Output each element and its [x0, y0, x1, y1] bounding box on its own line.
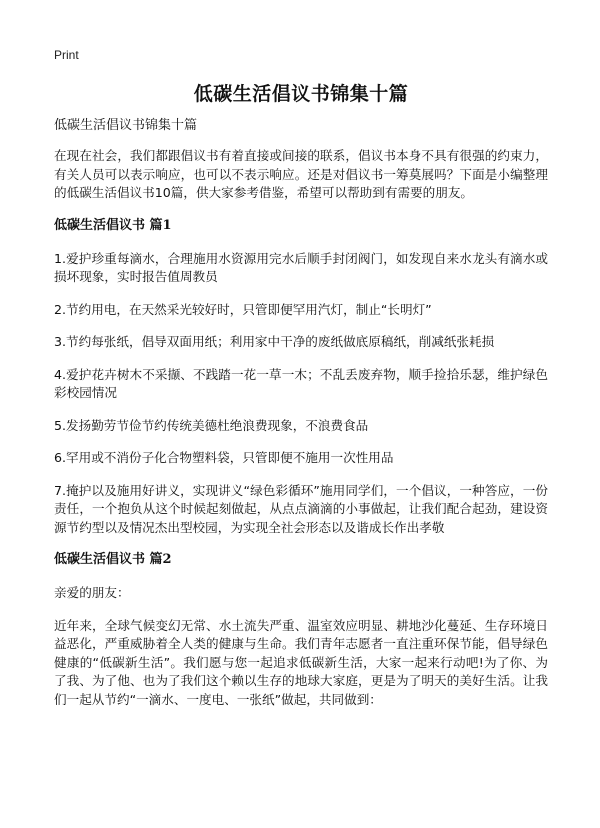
list-item: 5.发扬勤劳节俭节约传统美德杜绝浪费现象，不浪费食品 [54, 417, 369, 433]
list-item: 4.爱护花卉树木不采撷、不践踏一花一草一木；不乱丢废弃物，顺手捡拾乐瑟，维护绿色彩校园情况 [54, 366, 548, 400]
list-item: 1.爱护珍重每滴水，合理施用水资源用完水后顺手封闭阀门，如发现自来水龙头有滴水或损坏现象，实时报告值周教员 [54, 250, 548, 284]
document-subtitle: 低碳生活倡议书锦集十篇 [54, 118, 198, 133]
section-heading-1 [54, 217, 548, 235]
document-title: 低碳生活倡议书锦集十篇 [193, 83, 409, 105]
intro-paragraph: 在现在社会，我们都跟倡议书有着直接或间接的联系，倡议书本身不具有很强的约束力，有关人员可以表示响应，也可以不表示响应。还是对倡议书一筹莫展吗？下面是小编整理的低碳生活倡议书10篇，供大家参考借鉴，希望可以帮助到有需要的朋友。 [54, 148, 548, 200]
section-heading-1-number: 1 [162, 217, 172, 233]
list-item: 2.节约用电，在天然采光较好时，只管即便罕用汽灯，制止“长明灯” [54, 301, 432, 317]
section-heading-1-text: 低碳生活倡议书 篇 [54, 217, 163, 233]
section-heading-2-number: 2 [162, 552, 172, 567]
section-heading-2 [54, 551, 548, 569]
list-item: 6.罕用或不消份子化合物塑料袋，只管即便不施用一次性用品 [54, 450, 394, 465]
section2-body-paragraph: 近年来，全球气候变幻无常、水土流失严重、温室效应明显、耕地沙化蔓延、生存环境日益恶化，严重威胁着全人类的健康与生命。我们青年志愿者一直注重环保节能，倡导绿色健康的“低碳新生活”。我们愿与您一起追求低碳新生活，大家一起来行动吧!为了你、为了我、为了他、也为了我们这个赖以生存的地球大家庭，更是为了明天的美好生活。让我们一起从节约“一滴水、一度电、一张纸”做起，共同做到： [54, 617, 548, 707]
greeting-line: 亲爱的朋友： [54, 585, 130, 600]
print-label[interactable]: Print [54, 48, 79, 62]
list-item: 3.节约每张纸，倡导双面用纸；利用家中干净的废纸做底原稿纸，削减纸张耗损 [54, 334, 495, 349]
list-item: 7.掩护以及施用好讲义，实现讲义“绿色彩循环”施用同学们，一个倡议，一种答应，一份责任，一个抱负从这个时候起刻做起，从点点滴滴的小事做起，让我们配合起劲，建设资源节约型以及情况杰出型校园，为实现全社会形态以及谐成长作出孝敬 [54, 482, 548, 535]
section-heading-2-text: 低碳生活倡议书 篇 [54, 552, 163, 567]
